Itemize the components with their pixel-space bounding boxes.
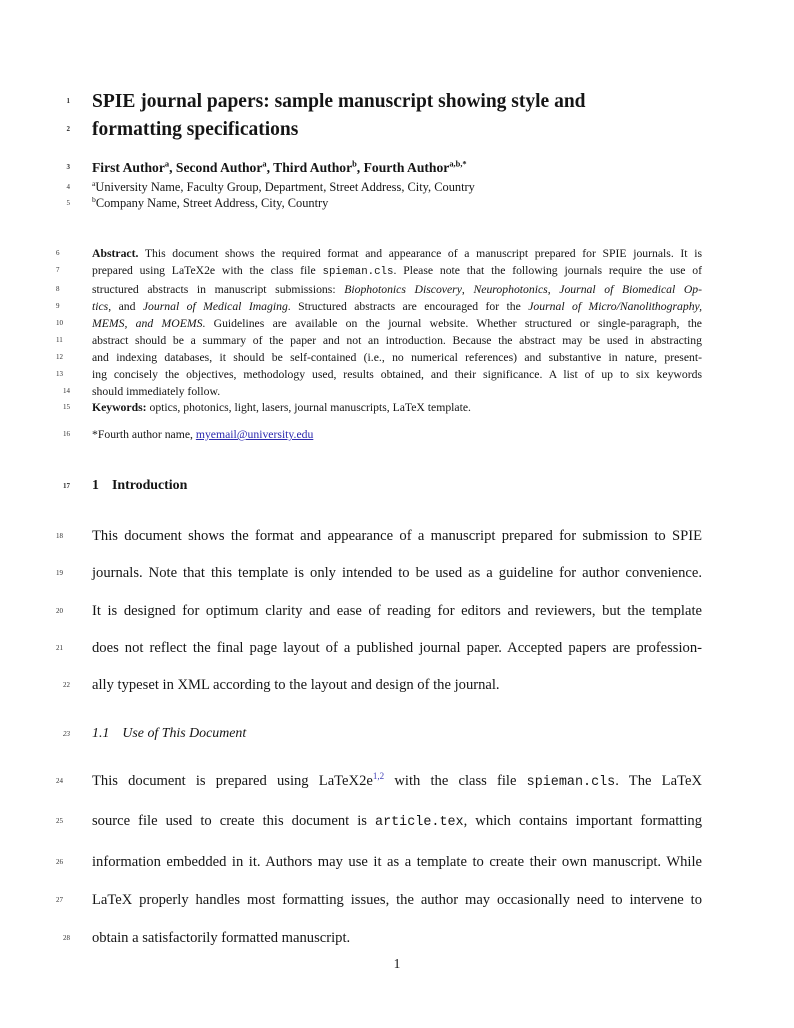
citation-reference-link[interactable]: 1,2 <box>372 771 385 782</box>
abstract-text: . Please note that the following journals require the use of <box>393 264 702 277</box>
author-name: , Fourth Author <box>356 160 450 175</box>
section-heading-line <box>63 476 702 496</box>
affiliation-mark: a <box>92 178 96 188</box>
author-affiliation-mark: b <box>352 158 357 169</box>
class-file-name: spieman.cls <box>526 775 616 790</box>
abstract-text: . Guidelines are available on the journal website. Whether structured or single-paragraph, the <box>202 317 702 330</box>
line-number: 18 <box>56 532 63 540</box>
title-text: formatting specifications <box>92 118 299 140</box>
page-number: 1 <box>393 956 401 971</box>
abstract-label: Abstract. <box>92 247 139 260</box>
author-affiliation-mark: a <box>262 158 267 169</box>
title-text: SPIE journal papers: sample manuscript showing style and <box>92 91 586 112</box>
abstract-text: , <box>461 283 474 296</box>
affiliation-line <box>66 178 702 195</box>
source-file-name: article.tex <box>375 815 464 831</box>
line-number: 3 <box>66 163 70 171</box>
journal-name: Journal of Medical Imaging <box>142 300 288 313</box>
abstract-text: structured abstracts in manuscript submissions: <box>92 283 345 296</box>
line-number: 8 <box>56 285 60 293</box>
line-number: 27 <box>56 895 63 904</box>
section-number: 1 <box>92 478 99 493</box>
journal-name: Neurophotonics <box>473 283 548 296</box>
section-title: Introduction <box>111 478 188 493</box>
affiliation-text: Company Name, Street Address, City, Country <box>95 196 329 211</box>
body-text: It is designed for optimum clarity and ease of reading for editors and reviewers, but the template <box>92 602 702 619</box>
body-line <box>56 555 702 592</box>
section-1-1-heading <box>63 724 702 744</box>
keywords-text: optics, photonics, light, lasers, journal manuscripts, LaTeX template. <box>146 401 471 414</box>
author-name: First Author <box>92 160 165 175</box>
abstract-line <box>56 298 703 315</box>
paper-title <box>66 88 702 143</box>
keywords <box>63 399 702 416</box>
abstract-text: ing concisely the objectives, methodology used, results obtained, and their significance. A list of up to six keywords <box>92 368 702 381</box>
journal-name: Journal of Micro/Nanolithography, <box>528 300 703 313</box>
line-number: 21 <box>56 643 63 652</box>
line-number: 12 <box>56 353 63 361</box>
subsection-title: Use of This Document <box>122 726 247 741</box>
abstract-line <box>56 262 702 281</box>
author-name: , Second Author <box>169 160 263 175</box>
line-number: 10 <box>56 319 63 327</box>
corresponding-line <box>63 426 702 443</box>
body-line <box>56 593 702 630</box>
affiliation-mark: b <box>92 195 96 205</box>
line-number: 7 <box>56 266 60 274</box>
keywords-label: Keywords: <box>92 401 147 414</box>
abstract-text: and indexing databases, it should be self-contained (i.e., no numerical references) and substantive in nature, present- <box>92 351 702 364</box>
corresponding-author <box>63 426 702 443</box>
abstract-line <box>56 366 702 383</box>
journal-name: Journal of Biomedical Op- <box>559 283 703 296</box>
body-line <box>63 919 702 957</box>
line-number: 11 <box>56 336 63 344</box>
body-line <box>56 518 702 555</box>
affiliations <box>66 178 702 212</box>
abstract-line <box>56 281 703 298</box>
line-number: 14 <box>63 387 70 395</box>
class-file-name: spieman.cls <box>322 266 394 278</box>
journal-name: tics <box>92 300 109 313</box>
body-line <box>56 881 702 919</box>
line-number: 13 <box>56 370 63 378</box>
introduction-paragraph <box>56 518 702 704</box>
subsection-number: 1.1 <box>92 726 110 741</box>
abstract-text: should immediately follow. <box>92 385 221 398</box>
journal-name: MEMS, and MOEMS <box>92 317 203 330</box>
abstract-text: . Structured abstracts are encouraged for the <box>287 300 529 313</box>
line-number: 23 <box>63 730 70 738</box>
keywords-line <box>63 399 702 416</box>
abstract-line <box>56 349 702 366</box>
email-link[interactable]: myemail@university.edu <box>195 428 314 441</box>
body-line <box>56 630 702 667</box>
line-number: 19 <box>56 569 63 578</box>
body-line <box>56 802 703 842</box>
body-line <box>56 843 702 881</box>
body-text: journals. Note that this template is only intended to be used as a guideline for author convenience. <box>92 565 702 582</box>
affiliation-line <box>66 195 702 211</box>
line-number: 5 <box>66 199 70 208</box>
author-name: , Third Author <box>266 160 353 175</box>
use-of-document-paragraph <box>56 762 703 957</box>
body-text: source file used to create this document is <box>92 813 376 830</box>
abstract-text: abstract should be a summary of the paper and not an introduction. Because the abstract may be used in abstracting <box>92 334 702 347</box>
authors-line <box>66 158 702 177</box>
abstract-text: , and <box>108 300 143 313</box>
line-number: 1 <box>66 97 70 105</box>
body-text: This document shows the format and appearance of a manuscript prepared for submission to SPIE <box>92 528 702 544</box>
body-text: does not reflect the final page layout of a published journal paper. Accepted papers are profession- <box>92 639 702 656</box>
author-affiliation-mark: a,b,* <box>449 158 467 169</box>
abstract-text: This document shows the required format and appearance of a manuscript prepared for SPIE journals. It is <box>138 247 702 260</box>
body-text: ally typeset in XML according to the layout and design of the journal. <box>92 677 500 694</box>
line-number: 25 <box>56 817 63 826</box>
body-text: information embedded in it. Authors may use it as a template to create their own manuscript. While <box>92 853 702 870</box>
abstract-text: , <box>547 283 560 296</box>
abstract-line <box>63 383 702 400</box>
line-number: 16 <box>63 430 70 438</box>
body-text: with the class file <box>384 773 527 789</box>
abstract-text: prepared using LaTeX2e with the class file <box>92 264 323 277</box>
title-line-1 <box>66 88 702 116</box>
line-number: 6 <box>56 249 60 257</box>
author-affiliation-mark: a <box>164 158 170 169</box>
abstract-line <box>56 332 702 349</box>
line-number: 20 <box>56 606 63 615</box>
body-text: LaTeX properly handles most formatting issues, the author may occasionally need to intervene to <box>92 891 702 908</box>
body-line <box>56 762 702 802</box>
body-text: This document is prepared using LaTeX2e <box>92 773 373 789</box>
subsection-heading-line <box>63 724 702 744</box>
body-line <box>63 667 702 704</box>
line-number: 9 <box>56 302 60 310</box>
line-number: 24 <box>56 777 63 785</box>
line-number: 26 <box>56 857 63 866</box>
title-line-2 <box>66 116 702 144</box>
line-number: 28 <box>63 934 70 943</box>
body-text: obtain a satisfactorily formatted manuscript. <box>92 930 351 947</box>
line-number: 22 <box>63 681 70 690</box>
abstract-line <box>56 315 702 332</box>
corresponding-text: *Fourth author name, <box>92 428 196 441</box>
line-number: 4 <box>66 183 70 191</box>
line-number: 17 <box>63 482 70 490</box>
section-1-heading <box>63 476 702 496</box>
body-text: , which contains important formatting <box>463 813 703 830</box>
abstract-line <box>56 245 702 262</box>
author-list <box>66 158 702 177</box>
journal-name: Biophotonics Discovery <box>344 283 462 296</box>
body-text: . The LaTeX <box>615 773 702 789</box>
affiliation-text: University Name, Faculty Group, Department, Street Address, City, Country <box>95 180 475 194</box>
line-number: 2 <box>66 124 70 133</box>
abstract <box>56 245 703 400</box>
line-number: 15 <box>63 403 70 411</box>
